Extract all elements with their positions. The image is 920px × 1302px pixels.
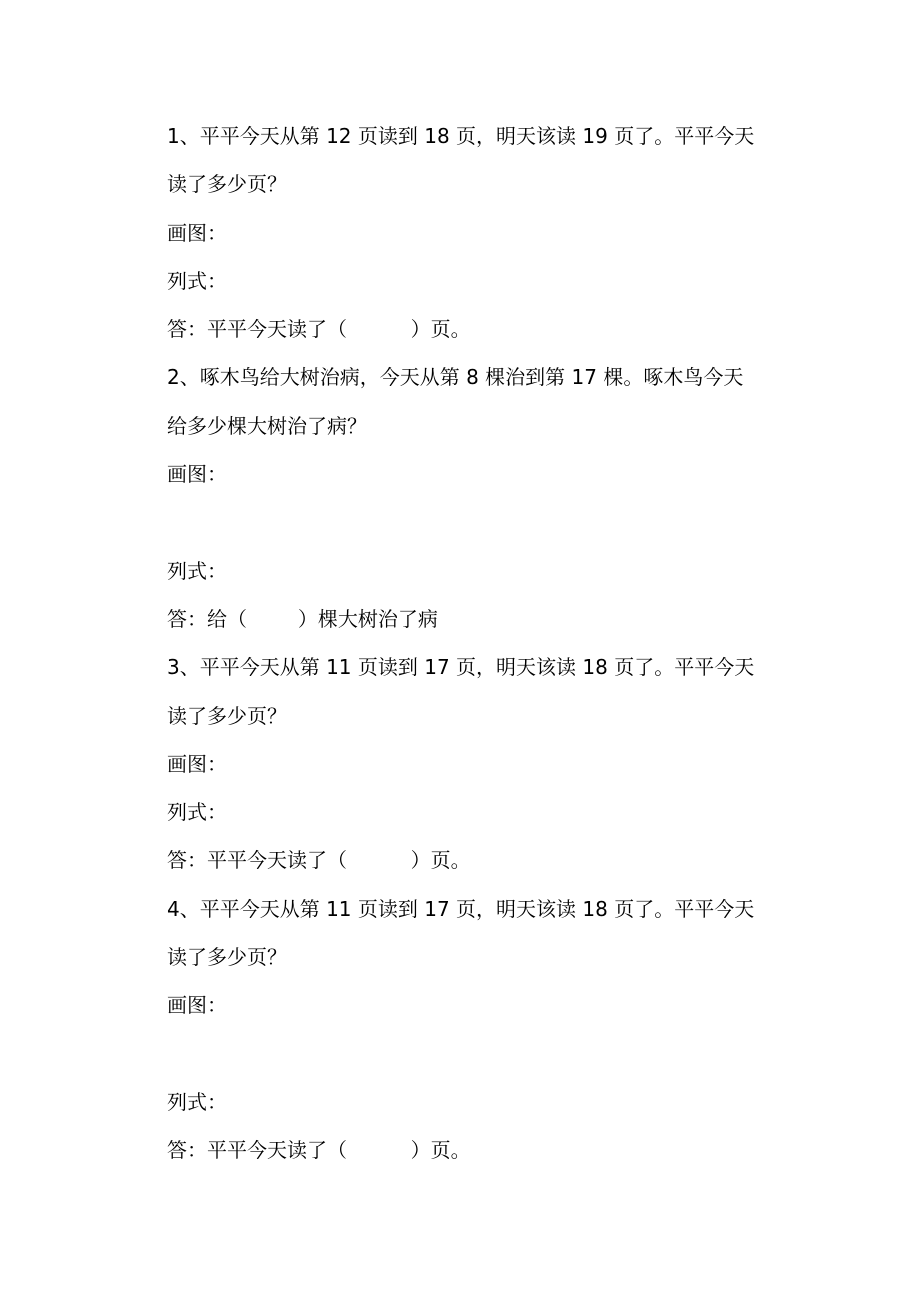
problem-4-question-line-1: 4、平平今天从第 11 页读到 17 页，明天该读 18 页了。平平今天 — [167, 896, 755, 921]
problem-2-answer: 答：给（ ）棵大树治了病 — [167, 606, 438, 631]
problem-2-question-line-2: 给多少棵大树治了病？ — [167, 413, 367, 438]
worksheet-content — [167, 112, 807, 1175]
problem-3-question-line-1: 3、平平今天从第 11 页读到 17 页，明天该读 18 页了。平平今天 — [167, 655, 755, 680]
problem-4-question-line-2: 读了多少页？ — [167, 945, 287, 970]
problem-3-answer: 答：平平今天读了（ ）页。 — [167, 848, 471, 873]
problem-2-question-line-1: 2、啄木鸟给大树治病，今天从第 8 棵治到第 17 棵。啄木鸟今天 — [167, 365, 744, 390]
problem-4-drawing-space — [167, 1030, 807, 1078]
problem-3-draw-label: 画图： — [167, 751, 227, 776]
problem-1-answer: 答：平平今天读了（ ）页。 — [167, 317, 471, 342]
problem-1-draw-label: 画图： — [167, 220, 227, 245]
problem-4-formula-label: 列式： — [167, 1089, 227, 1114]
problem-1-question-line-2: 读了多少页？ — [167, 172, 287, 197]
problem-4-draw-label: 画图： — [167, 993, 227, 1018]
problem-2-draw-label: 画图： — [167, 462, 227, 487]
problem-3-formula-label: 列式： — [167, 800, 227, 825]
problem-1-formula-label: 列式： — [167, 268, 227, 293]
problem-2-drawing-space — [167, 498, 807, 546]
problem-1-question-line-1: 1、平平今天从第 12 页读到 18 页，明天该读 19 页了。平平今天 — [167, 124, 755, 148]
problem-4-answer: 答：平平今天读了（ ）页。 — [167, 1138, 471, 1163]
problem-2-formula-label: 列式： — [167, 558, 227, 583]
problem-3-question-line-2: 读了多少页？ — [167, 703, 287, 728]
